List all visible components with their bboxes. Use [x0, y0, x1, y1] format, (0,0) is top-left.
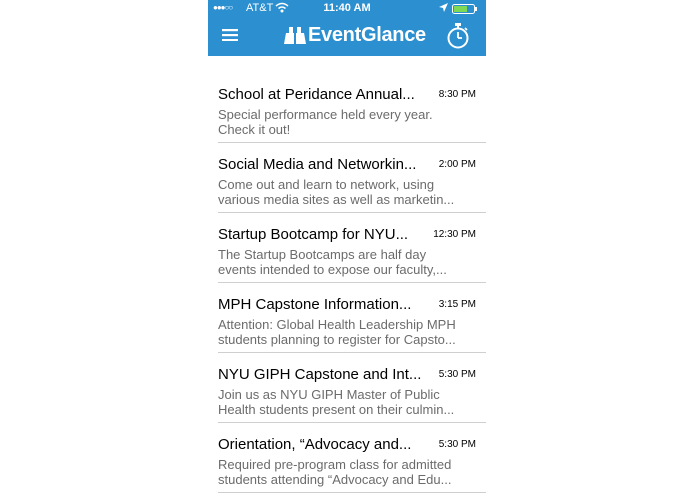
- event-list-item[interactable]: [208, 56, 486, 137]
- phone-screen: [208, 0, 486, 494]
- event-list-item[interactable]: [208, 266, 486, 347]
- event-list-item[interactable]: [208, 406, 486, 487]
- event-title: School at Peridance Annual...: [218, 86, 415, 103]
- event-title: MPH Capstone Information...: [218, 296, 412, 313]
- event-list-item[interactable]: [208, 126, 486, 207]
- location-arrow-icon: [439, 3, 448, 12]
- event-time: 5:30 PM: [438, 369, 476, 380]
- status-time: 11:40 AM: [323, 2, 371, 14]
- event-description: Required pre-program class for admitted students attending “Advocacy and Edu...: [218, 457, 452, 487]
- event-description: Come out and learn to network, using various media sites as well as marketin...: [218, 177, 455, 207]
- carrier-name: AT&T: [246, 2, 274, 14]
- binoculars-logo-icon: [284, 27, 306, 45]
- event-title: Social Media and Networkin...: [218, 156, 417, 173]
- event-time: 3:15 PM: [438, 299, 476, 310]
- event-time: 2:00 PM: [438, 159, 476, 170]
- event-description: The Startup Bootcamps are half day events intended to expose our faculty,...: [218, 247, 447, 277]
- event-time: 5:30 PM: [438, 439, 476, 450]
- stopwatch-icon[interactable]: [446, 23, 470, 49]
- event-list-item[interactable]: [208, 196, 486, 277]
- event-description: Attention: Global Health Leadership MPH students planning to register for Capsto...: [218, 317, 456, 347]
- event-description: Join us as NYU GIPH Master of Public Health students present on their culmin...: [218, 387, 455, 417]
- app-title-text: EventGlance: [308, 24, 426, 46]
- event-list-item[interactable]: [208, 336, 486, 417]
- event-time: 12:30 PM: [433, 229, 476, 240]
- app-header: [208, 0, 486, 56]
- status-bar: [208, 0, 486, 18]
- event-title: Startup Bootcamp for NYU...: [218, 226, 409, 243]
- event-description: Special performance held every year. Check it out!: [218, 107, 433, 137]
- battery-icon: [452, 4, 478, 14]
- divider: [218, 492, 486, 493]
- signal-strength-icon: ●●●○○: [213, 3, 233, 12]
- event-title: Orientation, “Advocacy and...: [218, 436, 412, 453]
- hamburger-menu-icon[interactable]: [222, 29, 238, 41]
- event-title: NYU GIPH Capstone and Int...: [218, 366, 422, 383]
- event-time: 8:30 PM: [438, 89, 476, 100]
